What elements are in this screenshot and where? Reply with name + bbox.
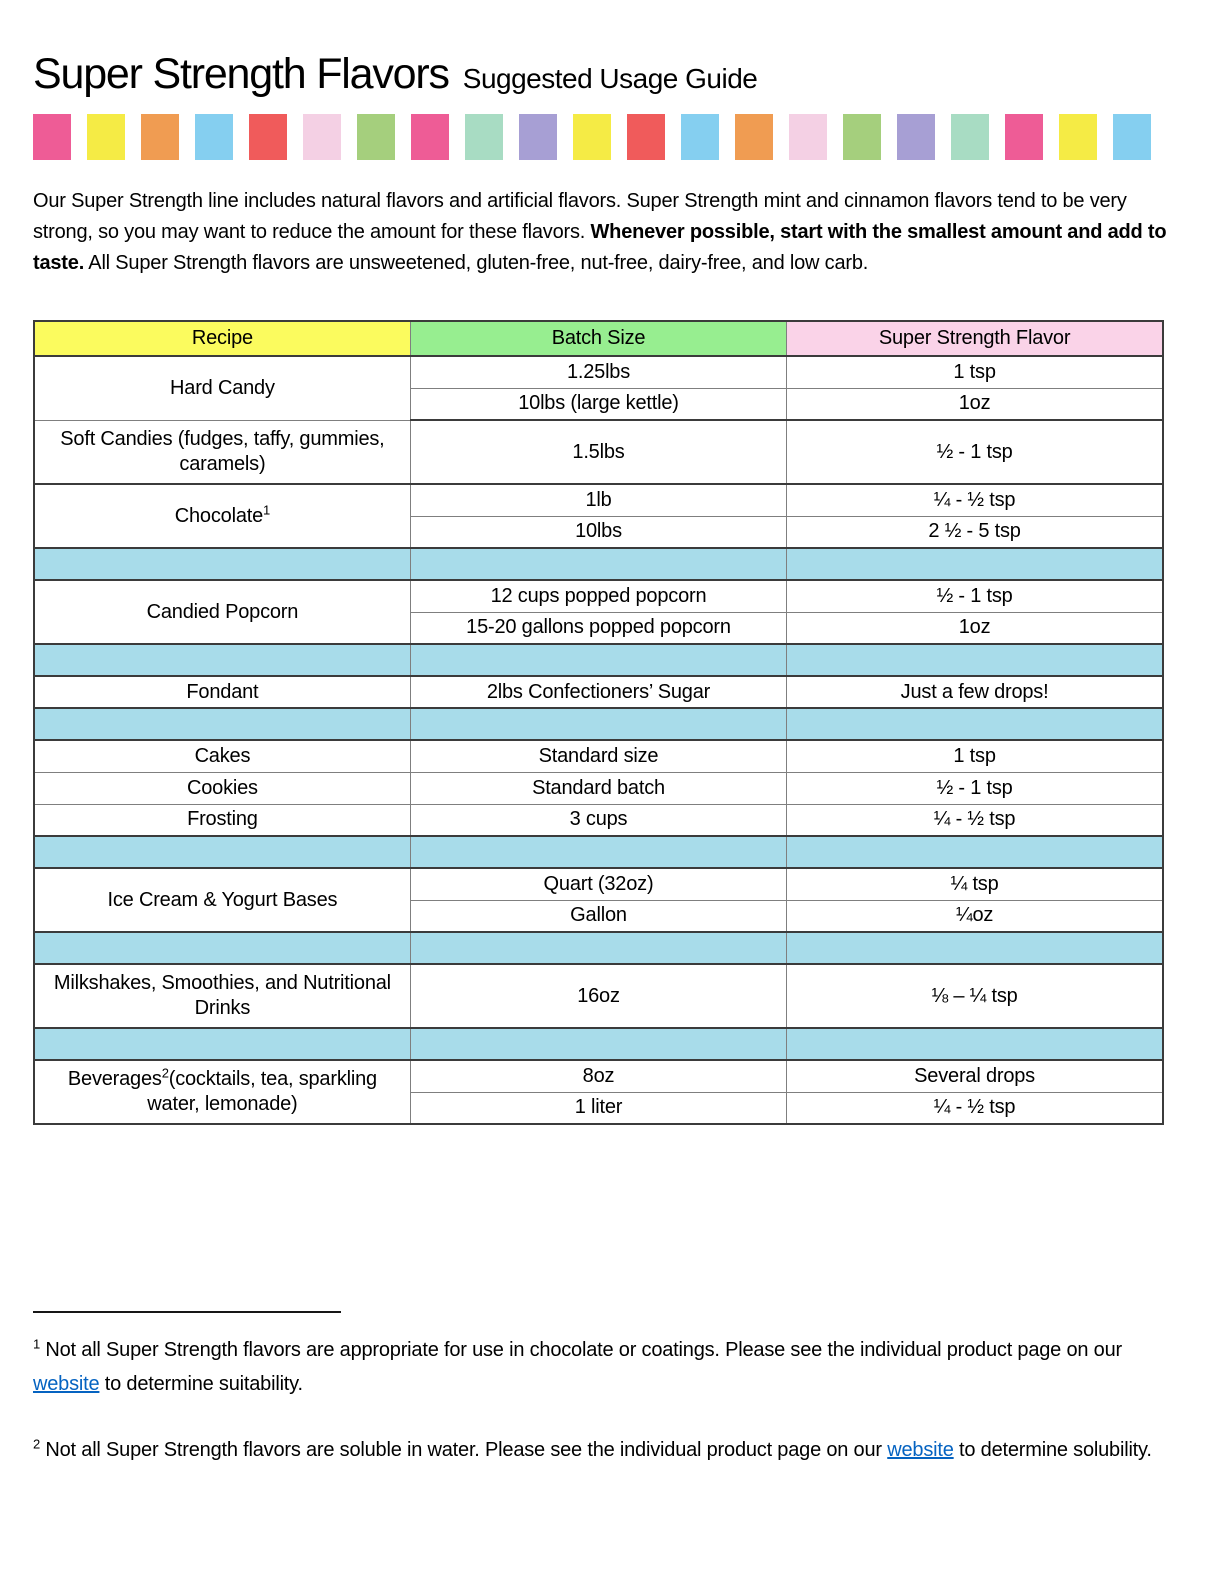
color-square (195, 114, 233, 160)
spacer-cell (34, 836, 410, 868)
color-square (681, 114, 719, 160)
color-square (951, 114, 989, 160)
table-row (34, 772, 1163, 804)
table-row (34, 964, 1163, 1028)
color-square (1113, 114, 1151, 160)
color-square (357, 114, 395, 160)
flavor-cell: Just a few drops! (787, 676, 1163, 708)
footnote-ref-1: 1 (263, 501, 271, 517)
color-square (411, 114, 449, 160)
page-header (33, 50, 1181, 99)
color-square (519, 114, 557, 160)
footnote-2-text: Not all Super Strength flavors are soluble in water. Please see the individual product page on our (40, 1439, 888, 1461)
footnote-2-text: to determine solubility. (953, 1439, 1152, 1461)
footnote-divider (33, 1311, 341, 1313)
spacer-cell (34, 932, 410, 964)
color-square (843, 114, 881, 160)
spacer-cell (410, 708, 786, 740)
recipe-cell-fondant: Fondant (34, 676, 410, 708)
recipe-cell-frosting: Frosting (34, 804, 410, 836)
color-square (87, 114, 125, 160)
color-square (627, 114, 665, 160)
batch-cell: 1lb (410, 484, 786, 516)
flavor-cell: ½ - 1 tsp (787, 772, 1163, 804)
footnote-2-marker: 2 (33, 1436, 41, 1452)
col-header-batch-size: Batch Size (410, 321, 786, 356)
website-link[interactable]: website (887, 1439, 954, 1461)
spacer-row (34, 836, 1163, 868)
batch-cell: Quart (32oz) (410, 868, 786, 900)
batch-cell: Standard batch (410, 772, 786, 804)
flavor-cell: 1 tsp (787, 740, 1163, 772)
website-link[interactable]: website (33, 1373, 100, 1395)
page-title: Super Strength Flavors (33, 50, 449, 98)
recipe-cell-milkshakes: Milkshakes, Smoothies, and Nutritional Drinks (34, 964, 410, 1028)
batch-cell: 3 cups (410, 804, 786, 836)
batch-cell: Gallon (410, 900, 786, 932)
table-row (34, 420, 1163, 484)
footnote-2 (33, 1433, 1163, 1467)
spacer-cell (787, 836, 1163, 868)
batch-cell: 10lbs (410, 516, 786, 548)
col-header-recipe: Recipe (34, 321, 410, 356)
batch-cell: 15-20 gallons popped popcorn (410, 612, 786, 644)
spacer-row (34, 644, 1163, 676)
spacer-row (34, 548, 1163, 580)
batch-cell: 12 cups popped popcorn (410, 580, 786, 612)
color-square (465, 114, 503, 160)
color-square (789, 114, 827, 160)
recipe-cell-chocolate (34, 484, 410, 548)
intro-text-1: Our Super Strength line includes natural flavors and artificial flavors. Super Strength mint and cinnamon flavors tend to be very strong, so you may want to reduce the amount for these flavors. (33, 190, 1127, 243)
batch-cell: 16oz (410, 964, 786, 1028)
flavor-cell: ¼ - ½ tsp (787, 1092, 1163, 1124)
table-row (34, 868, 1163, 900)
page-subtitle: Suggested Usage Guide (462, 63, 758, 94)
spacer-row (34, 932, 1163, 964)
table-row (34, 356, 1163, 388)
footnote-1-text: to determine suitability. (99, 1373, 303, 1395)
recipe-label: Chocolate (174, 504, 264, 527)
color-square (33, 114, 71, 160)
recipe-cell-soft-candies: Soft Candies (fudges, taffy, gummies, caramels) (34, 420, 410, 484)
flavor-cell: 2 ½ - 5 tsp (787, 516, 1163, 548)
spacer-cell (34, 708, 410, 740)
spacer-cell (410, 548, 786, 580)
flavor-cell: 1oz (787, 612, 1163, 644)
recipe-cell-cookies: Cookies (34, 772, 410, 804)
flavor-cell: 1oz (787, 388, 1163, 420)
spacer-cell (787, 932, 1163, 964)
footnote-ref-2: 2 (161, 1065, 169, 1081)
color-square (573, 114, 611, 160)
table-row (34, 740, 1163, 772)
color-square (249, 114, 287, 160)
recipe-label: Beverages (67, 1068, 162, 1090)
spacer-cell (787, 548, 1163, 580)
recipe-label: (cocktails, tea, sparkling water, lemonade) (147, 1068, 377, 1115)
spacer-cell (410, 1028, 786, 1060)
recipe-cell-cakes: Cakes (34, 740, 410, 772)
usage-table (33, 320, 1164, 1125)
footnote-1 (33, 1333, 1163, 1401)
spacer-cell (34, 548, 410, 580)
batch-cell: Standard size (410, 740, 786, 772)
spacer-cell (410, 932, 786, 964)
flavor-cell: ¼oz (787, 900, 1163, 932)
color-square (897, 114, 935, 160)
footnotes-section (33, 1311, 1181, 1467)
table-row (34, 1060, 1163, 1092)
batch-cell: 1.25lbs (410, 356, 786, 388)
spacer-cell (410, 836, 786, 868)
flavor-cell: ½ - 1 tsp (787, 580, 1163, 612)
recipe-cell-hard-candy: Hard Candy (34, 356, 410, 420)
spacer-cell (787, 708, 1163, 740)
batch-cell: 1 liter (410, 1092, 786, 1124)
flavor-cell: ½ - 1 tsp (787, 420, 1163, 484)
color-square (1059, 114, 1097, 160)
spacer-cell (787, 1028, 1163, 1060)
recipe-cell-ice-cream: Ice Cream & Yogurt Bases (34, 868, 410, 932)
recipe-cell-candied-popcorn: Candied Popcorn (34, 580, 410, 644)
spacer-cell (34, 644, 410, 676)
color-square (735, 114, 773, 160)
flavor-cell: Several drops (787, 1060, 1163, 1092)
table-row (34, 484, 1163, 516)
color-square (303, 114, 341, 160)
table-row (34, 676, 1163, 708)
batch-cell: 2lbs Confectioners’ Sugar (410, 676, 786, 708)
batch-cell: 8oz (410, 1060, 786, 1092)
batch-cell: 1.5lbs (410, 420, 786, 484)
flavor-cell: ¼ tsp (787, 868, 1163, 900)
flavor-cell: ⅛ – ¼ tsp (787, 964, 1163, 1028)
flavor-cell: ¼ - ½ tsp (787, 484, 1163, 516)
spacer-cell (34, 1028, 410, 1060)
color-square (1005, 114, 1043, 160)
intro-bold-text: Whenever possible, start with the smallest amount and add to taste. (33, 221, 1167, 274)
intro-paragraph (33, 186, 1171, 279)
intro-text-2: All Super Strength flavors are unsweetened, gluten-free, nut-free, dairy-free, and low carb. (84, 252, 869, 274)
table-header-row (34, 321, 1163, 356)
flavor-cell: 1 tsp (787, 356, 1163, 388)
col-header-flavor: Super Strength Flavor (787, 321, 1163, 356)
spacer-row (34, 1028, 1163, 1060)
footnote-1-text: Not all Super Strength flavors are appropriate for use in chocolate or coatings. Please see the individual product page on our (40, 1339, 1122, 1361)
table-row (34, 580, 1163, 612)
recipe-cell-beverages (34, 1060, 410, 1124)
batch-cell: 10lbs (large kettle) (410, 388, 786, 420)
spacer-cell (410, 644, 786, 676)
table-row (34, 804, 1163, 836)
spacer-cell (787, 644, 1163, 676)
spacer-row (34, 708, 1163, 740)
footnote-1-marker: 1 (33, 1336, 41, 1352)
color-stripe (33, 114, 1181, 160)
color-square (141, 114, 179, 160)
flavor-cell: ¼ - ½ tsp (787, 804, 1163, 836)
